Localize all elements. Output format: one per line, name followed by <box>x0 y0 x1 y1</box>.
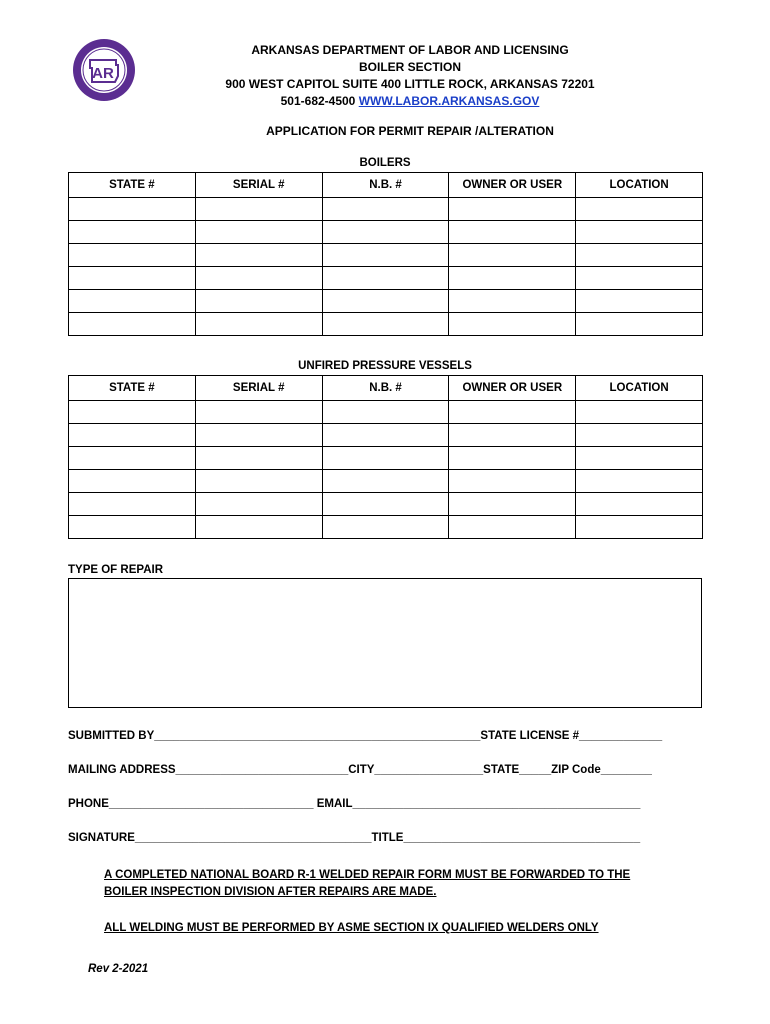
table-cell[interactable] <box>195 267 322 290</box>
table-cell[interactable] <box>322 447 449 470</box>
table-cell[interactable] <box>69 267 196 290</box>
table-cell[interactable] <box>322 244 449 267</box>
table-cell[interactable] <box>576 290 703 313</box>
table-row <box>69 221 703 244</box>
table-cell[interactable] <box>576 493 703 516</box>
agency-website-link[interactable]: WWW.LABOR.ARKANSAS.GOV <box>358 94 540 108</box>
table-cell[interactable] <box>576 244 703 267</box>
table-cell[interactable] <box>69 447 196 470</box>
table-cell[interactable] <box>322 290 449 313</box>
table-cell[interactable] <box>576 447 703 470</box>
svg-text:AR: AR <box>92 65 114 82</box>
table-cell[interactable] <box>576 221 703 244</box>
table-cell[interactable] <box>195 447 322 470</box>
table-row <box>69 447 703 470</box>
table-row <box>69 198 703 221</box>
form-title: APPLICATION FOR PERMIT REPAIR /ALTERATION <box>266 124 554 138</box>
submitted-by-line[interactable]: SUBMITTED BY___________________________________________________STATE LICENSE #_____________ <box>68 730 663 742</box>
boilers-label: BOILERS <box>359 157 411 169</box>
table-cell[interactable] <box>449 313 576 336</box>
table-cell[interactable] <box>69 516 196 539</box>
table-cell[interactable] <box>322 198 449 221</box>
table-cell[interactable] <box>69 198 196 221</box>
column-header: STATE # <box>69 376 196 401</box>
column-header: LOCATION <box>576 173 703 198</box>
table-cell[interactable] <box>195 401 322 424</box>
table-cell[interactable] <box>195 221 322 244</box>
table-cell[interactable] <box>195 424 322 447</box>
table-cell[interactable] <box>69 424 196 447</box>
type-of-repair-label: TYPE OF REPAIR <box>68 564 163 576</box>
table-cell[interactable] <box>195 470 322 493</box>
table-cell[interactable] <box>69 313 196 336</box>
table-cell[interactable] <box>322 493 449 516</box>
agency-address: 900 WEST CAPITOL SUITE 400 LITTLE ROCK, ARKANSAS 72201 <box>225 77 595 91</box>
signature-title-line[interactable]: SIGNATURE_____________________________________TITLE_____________________________________ <box>68 832 641 844</box>
table-cell[interactable] <box>69 401 196 424</box>
r1-notice-line-1: A COMPLETED NATIONAL BOARD R-1 WELDED REPAIR FORM MUST BE FORWARDED TO THE <box>104 869 631 881</box>
table-row <box>69 313 703 336</box>
section-name: BOILER SECTION <box>358 60 461 74</box>
phone-email-line[interactable]: PHONE________________________________ EMAIL_____________________________________________ <box>68 798 641 810</box>
mailing-address-line[interactable]: MAILING ADDRESS___________________________CITY_________________STATE_____ZIP Code________ <box>68 764 652 776</box>
table-cell[interactable] <box>195 198 322 221</box>
table-cell[interactable] <box>576 470 703 493</box>
agency-name: ARKANSAS DEPARTMENT OF LABOR AND LICENSING <box>251 43 569 57</box>
table-row <box>69 267 703 290</box>
welding-notice: ALL WELDING MUST BE PERFORMED BY ASME SECTION IX QUALIFIED WELDERS ONLY <box>104 922 599 934</box>
arkansas-labor-seal-icon <box>72 38 136 102</box>
table-cell[interactable] <box>449 401 576 424</box>
table-cell[interactable] <box>576 313 703 336</box>
revision-label: Rev 2-2021 <box>88 963 149 975</box>
table-cell[interactable] <box>576 516 703 539</box>
table-row <box>69 470 703 493</box>
table-cell[interactable] <box>322 424 449 447</box>
table-cell[interactable] <box>576 198 703 221</box>
table-cell[interactable] <box>69 493 196 516</box>
column-header: SERIAL # <box>195 173 322 198</box>
vessels-table <box>68 375 703 539</box>
table-cell[interactable] <box>576 401 703 424</box>
table-cell[interactable] <box>576 267 703 290</box>
table-cell[interactable] <box>322 221 449 244</box>
table-row <box>69 493 703 516</box>
table-cell[interactable] <box>576 424 703 447</box>
contact-line <box>150 93 670 110</box>
table-cell[interactable] <box>449 221 576 244</box>
column-header: STATE # <box>69 173 196 198</box>
table-cell[interactable] <box>195 516 322 539</box>
table-header-row <box>69 376 703 401</box>
type-of-repair-field[interactable] <box>68 578 702 708</box>
column-header: OWNER OR USER <box>449 376 576 401</box>
column-header: LOCATION <box>576 376 703 401</box>
table-row <box>69 290 703 313</box>
r1-notice-line-2: BOILER INSPECTION DIVISION AFTER REPAIRS ARE MADE. <box>104 886 437 898</box>
table-row <box>69 424 703 447</box>
table-cell[interactable] <box>322 313 449 336</box>
table-row <box>69 401 703 424</box>
table-cell[interactable] <box>69 221 196 244</box>
table-cell[interactable] <box>449 470 576 493</box>
agency-header <box>150 42 670 110</box>
table-cell[interactable] <box>449 516 576 539</box>
table-header-row <box>69 173 703 198</box>
table-cell[interactable] <box>449 424 576 447</box>
column-header: SERIAL # <box>195 376 322 401</box>
table-cell[interactable] <box>322 267 449 290</box>
agency-phone: 501-682-4500 <box>280 94 356 108</box>
boilers-table <box>68 172 703 336</box>
table-cell[interactable] <box>322 470 449 493</box>
vessels-label: UNFIRED PRESSURE VESSELS <box>298 360 472 372</box>
table-cell[interactable] <box>195 290 322 313</box>
table-cell[interactable] <box>69 470 196 493</box>
table-cell[interactable] <box>69 290 196 313</box>
table-cell[interactable] <box>449 244 576 267</box>
table-cell[interactable] <box>449 267 576 290</box>
table-row <box>69 244 703 267</box>
table-row <box>69 516 703 539</box>
table-cell[interactable] <box>449 290 576 313</box>
table-cell[interactable] <box>449 447 576 470</box>
table-cell[interactable] <box>195 313 322 336</box>
table-cell[interactable] <box>195 493 322 516</box>
table-cell[interactable] <box>449 493 576 516</box>
table-cell[interactable] <box>195 244 322 267</box>
table-cell[interactable] <box>322 516 449 539</box>
column-header: N.B. # <box>322 376 449 401</box>
column-header: N.B. # <box>322 173 449 198</box>
table-cell[interactable] <box>449 198 576 221</box>
column-header: OWNER OR USER <box>449 173 576 198</box>
table-cell[interactable] <box>69 244 196 267</box>
r1-notice <box>104 867 630 901</box>
table-cell[interactable] <box>322 401 449 424</box>
